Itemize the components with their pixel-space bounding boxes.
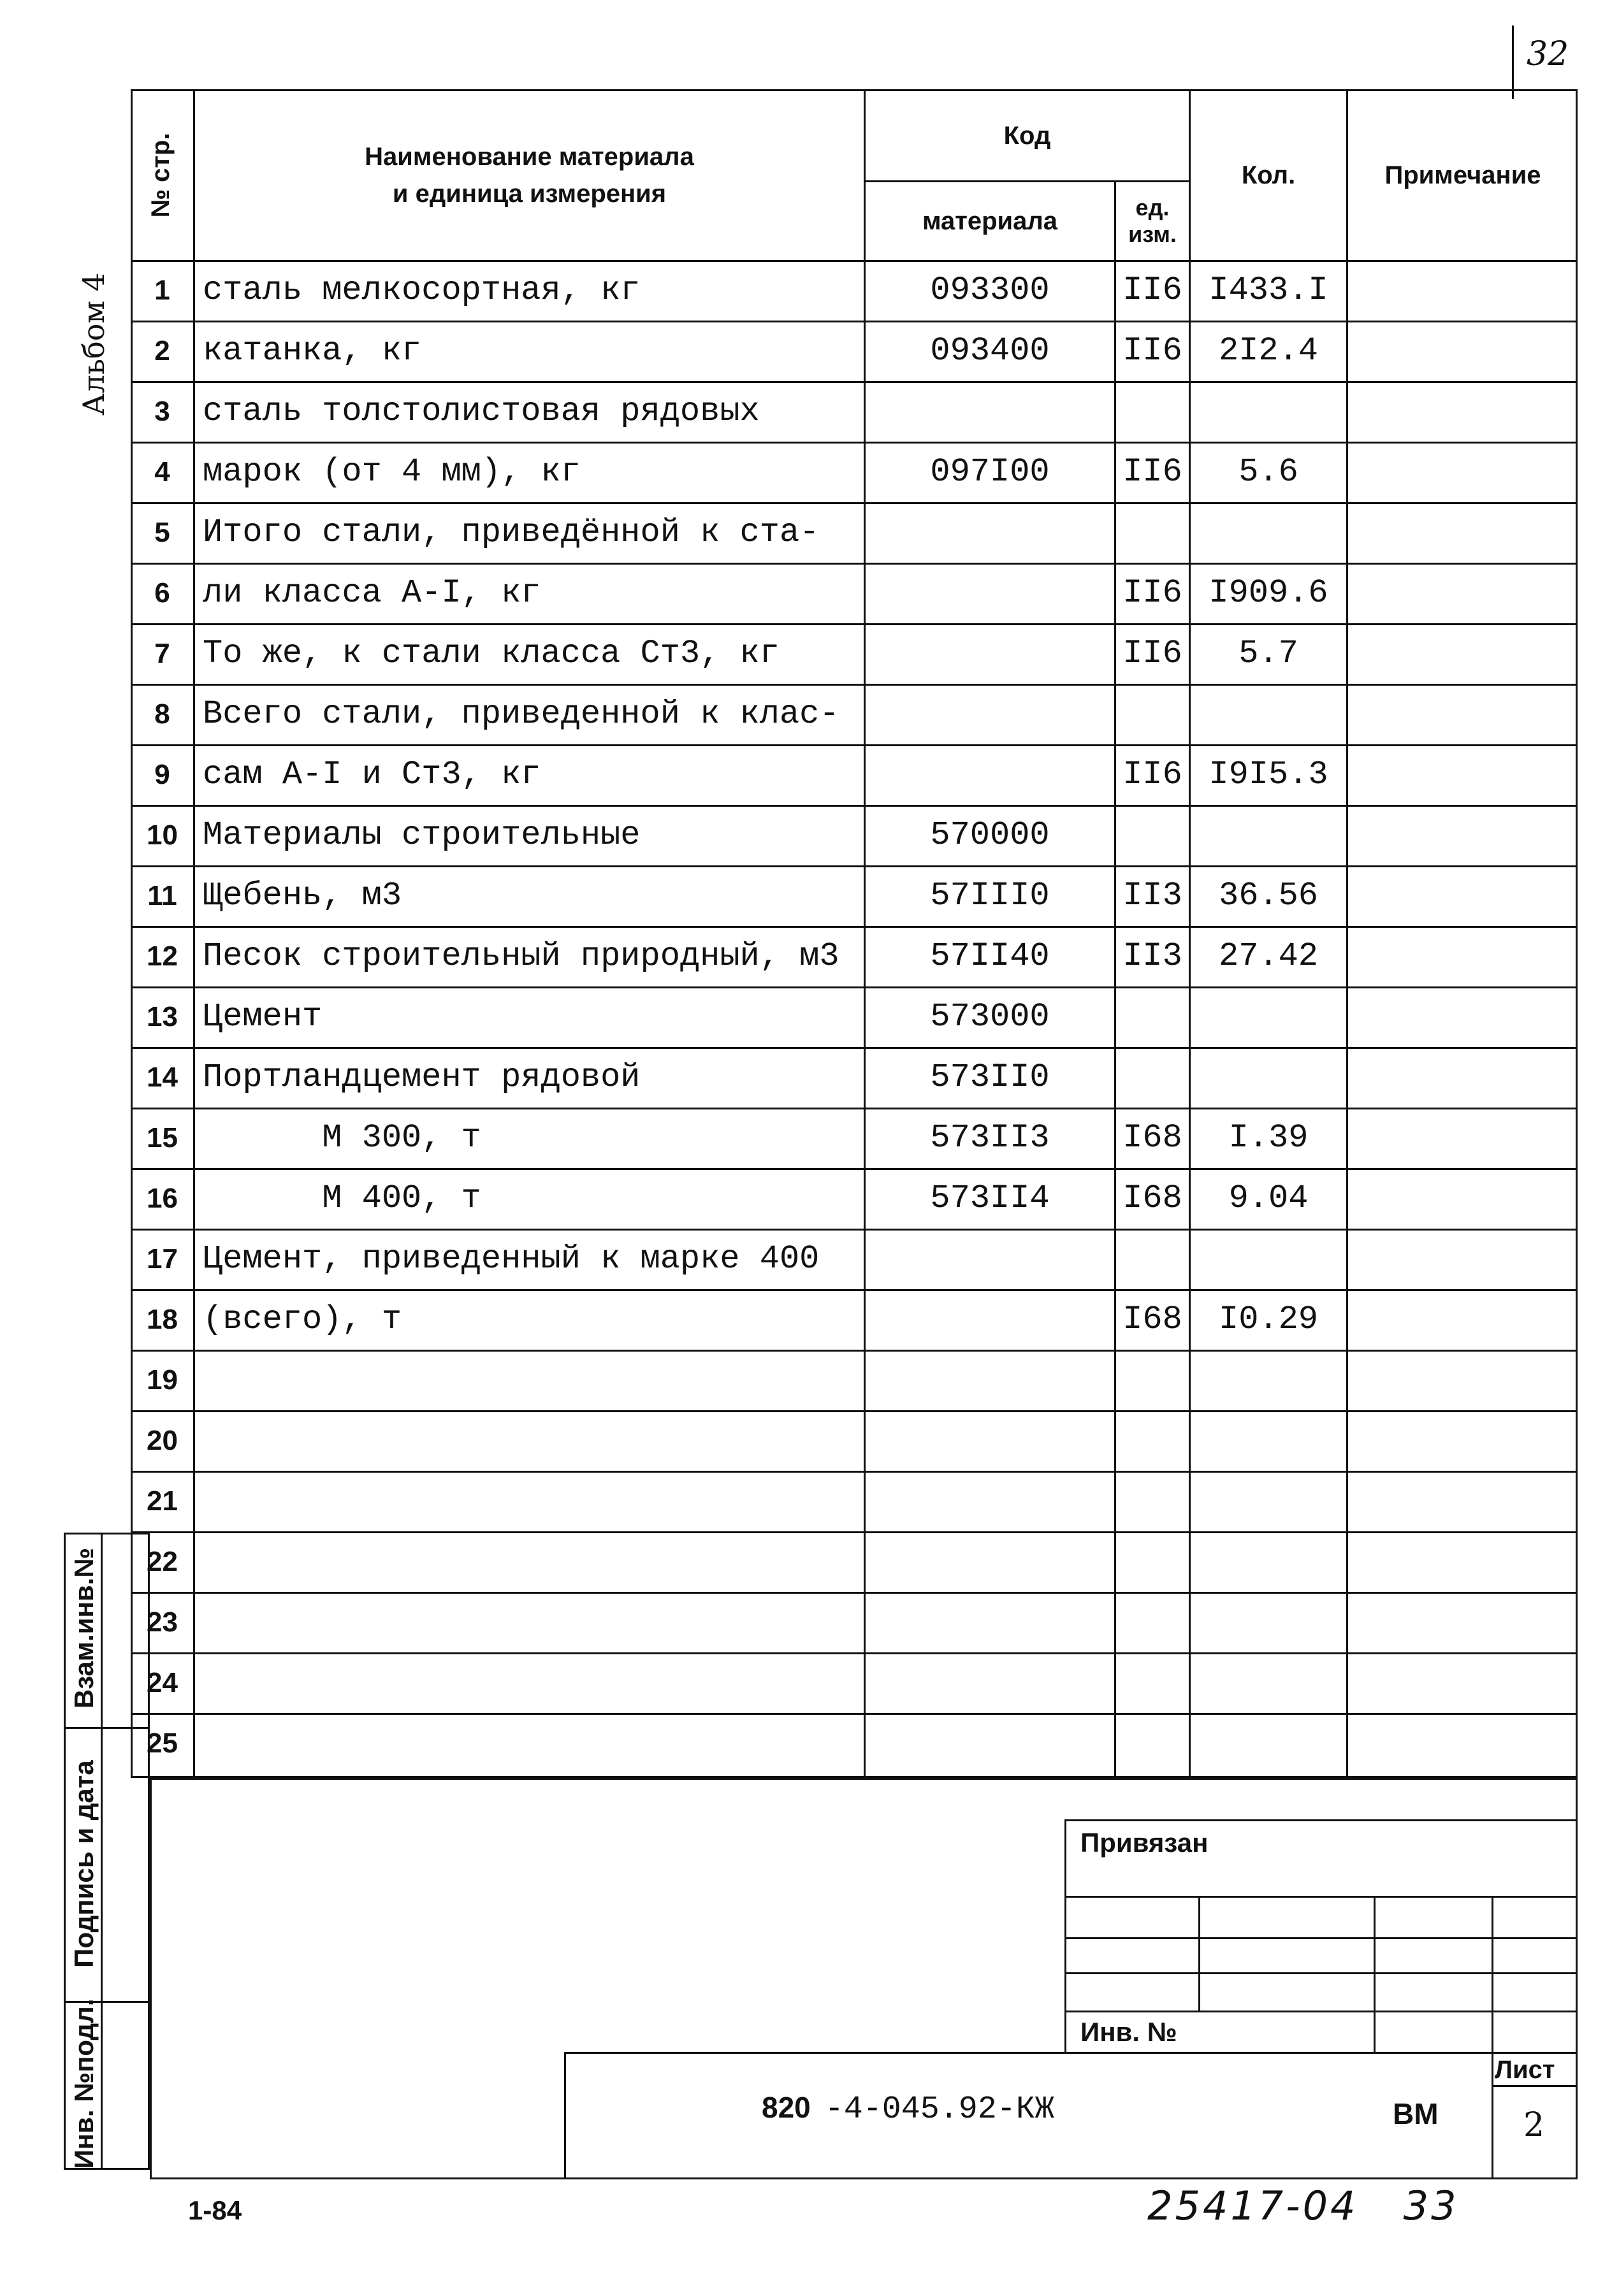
material-name: М 300, т [203,1119,481,1157]
unit-code [1116,381,1189,442]
material-code [866,381,1114,442]
quantity: 27.42 [1218,937,1319,975]
row-number: 15 [147,1122,178,1153]
material-name: сталь толстолистовая рядовых [203,393,760,430]
unit-code [1116,1713,1189,1773]
doc-code [762,2090,1054,2128]
row-number: 17 [147,1243,178,1274]
unit-code: I68 [1122,1180,1182,1217]
unit-code: II6 [1122,271,1182,309]
unit-code [1116,684,1189,744]
material-code: 570000 [930,816,1050,854]
quantity [1191,1229,1346,1289]
header-code: Код [1003,121,1051,150]
quantity [1191,1350,1346,1410]
note-cell [1348,1350,1578,1410]
material-name: Песок строительный природный, м3 [203,937,839,975]
unit-code [1116,1410,1189,1471]
row-number: 18 [147,1303,178,1335]
row-number: 23 [147,1606,178,1638]
unit-code [1116,1592,1189,1652]
header-name: Наименование материала и единица измерения [365,143,694,208]
privyazan-grid-col-3 [1492,1896,1493,2179]
material-code [866,1652,1114,1713]
unit-code [1116,1229,1189,1289]
material-code [866,1471,1114,1531]
doc-code-left-line [564,2052,566,2179]
note-cell [1348,684,1578,744]
col-line-1 [193,89,195,1778]
side-stamp-vzam: Взам.инв.№ [69,1547,99,1709]
row-number: 2 [154,335,170,366]
header-quantity: Кол. [1241,161,1296,189]
row-number: 9 [154,758,170,790]
row-number: 16 [147,1182,178,1214]
note-cell [1348,1229,1578,1289]
quantity: 5.7 [1238,635,1298,672]
unit-code: II6 [1122,574,1182,612]
row-number: 11 [147,879,177,911]
material-name: Цемент, приведенный к марке 400 [203,1240,820,1278]
note-cell [1348,1289,1578,1350]
material-code [866,1410,1114,1471]
unit-code [1116,1471,1189,1531]
note-cell [1348,1108,1578,1168]
material-code: 573II0 [930,1058,1050,1096]
material-code [866,684,1114,744]
sheet-number: 2 [1523,2106,1545,2144]
row-number: 13 [147,1000,178,1032]
privyazan-grid-col-1 [1198,1896,1200,2011]
material-code [866,1289,1114,1350]
privyazan-grid-line-4 [1064,2011,1578,2012]
note-cell [1348,1471,1578,1531]
unit-code [1116,1531,1189,1592]
material-code: 573II3 [930,1119,1050,1157]
material-name: катанка, кг [203,332,422,370]
material-code [866,563,1114,623]
doc-code-prefix: 820 [762,2091,811,2124]
unit-code: II6 [1122,453,1182,491]
unit-code [1116,502,1189,563]
privyazan-label: Привязан [1080,1828,1209,1858]
note-cell [1348,260,1578,321]
material-name [203,1410,864,1471]
page-number: 32 [1527,35,1569,73]
row-number: 14 [147,1061,178,1093]
material-name [203,1471,864,1531]
note-cell [1348,1713,1578,1773]
row-number: 3 [154,395,170,427]
quantity [1191,1713,1346,1773]
unit-code: II6 [1122,635,1182,672]
page-number-divider [1512,25,1514,99]
material-name: Материалы строительные [203,816,641,854]
unit-code: II3 [1122,937,1182,975]
row-number: 21 [147,1485,178,1517]
quantity [1191,1047,1346,1108]
privyazan-grid-line-1 [1064,1896,1578,1898]
row-number: 20 [147,1424,178,1456]
material-name [203,1592,864,1652]
side-stamp-inner-line [101,1533,103,2170]
header-code-material: материала [922,206,1058,235]
quantity [1191,1471,1346,1531]
doc-code-top-line [564,2052,1578,2054]
material-name [203,1350,864,1410]
note-cell [1348,502,1578,563]
material-name: М 400, т [203,1180,481,1217]
privyazan-top-line [1064,1819,1578,1821]
material-code [866,502,1114,563]
material-code: 573II4 [930,1180,1050,1217]
quantity [1191,805,1346,865]
material-name: То же, к стали класса Ст3, кг [203,635,780,672]
row-number: 12 [147,940,178,972]
note-cell [1348,865,1578,926]
note-cell [1348,986,1578,1047]
side-stamp-inv-podl: Инв. №подл. [69,1998,99,2169]
quantity: I909.6 [1209,574,1328,612]
quantity: I.39 [1228,1119,1309,1157]
quantity [1191,684,1346,744]
material-code: 093400 [930,332,1050,370]
note-cell [1348,805,1578,865]
row-number: 19 [147,1364,178,1396]
material-name: ли класса А-I, кг [203,574,541,612]
doc-section: ВМ [1393,2097,1439,2130]
quantity: 5.6 [1238,453,1298,491]
unit-code: I68 [1122,1119,1182,1157]
material-code: 57II40 [930,937,1050,975]
material-code [866,1713,1114,1773]
note-cell [1348,1410,1578,1471]
material-name [203,1531,864,1592]
unit-code [1116,1350,1189,1410]
note-cell [1348,1592,1578,1652]
note-cell [1348,926,1578,986]
unit-code [1116,805,1189,865]
quantity: 9.04 [1228,1180,1309,1217]
inv-no-label: Инв. № [1080,2017,1177,2047]
material-code: 573000 [930,998,1050,1036]
note-cell [1348,744,1578,805]
material-name: (всего), т [203,1301,402,1338]
material-code [866,1531,1114,1592]
material-name: марок (от 4 мм), кг [203,453,581,491]
quantity: I0.29 [1218,1301,1319,1338]
quantity: I433.I [1209,271,1328,309]
row-number: 10 [147,819,178,851]
material-name: Щебень, м3 [203,877,402,914]
note-cell [1348,1047,1578,1108]
header-code-unit: ед. изм. [1128,194,1177,247]
quantity [1191,986,1346,1047]
note-cell [1348,1168,1578,1229]
material-code [866,1350,1114,1410]
quantity [1191,1410,1346,1471]
quantity: I9I5.3 [1209,756,1328,793]
quantity [1191,502,1346,563]
material-code: 57III0 [930,877,1050,914]
privyazan-grid-col-2 [1374,1896,1376,2052]
side-label-album: Альбом 4 [76,272,111,416]
material-name: Всего стали, приведенной к клас- [203,695,839,733]
side-stamp-podpis: Подпись и дата [69,1760,99,1968]
material-name [203,1652,864,1713]
unit-code: I68 [1122,1301,1182,1338]
header-row-number: № стр. [147,133,175,218]
material-code [866,623,1114,684]
quantity [1191,381,1346,442]
unit-code [1116,1652,1189,1713]
material-name: Портландцемент рядовой [203,1058,641,1096]
material-name: сам А-I и Ст3, кг [203,756,541,793]
side-stamp-line-1 [64,1727,150,1729]
row-number: 1 [154,274,170,306]
unit-code: II6 [1122,756,1182,793]
row-number: 7 [154,637,170,669]
note-cell [1348,442,1578,502]
doc-code-value: -4-045.92-КЖ [824,2091,1054,2128]
row-number: 24 [147,1666,178,1698]
footer-left-code: 1-84 [188,2195,242,2225]
note-cell [1348,623,1578,684]
material-code: 097I00 [930,453,1050,491]
sheet-label: Лист [1495,2056,1555,2084]
unit-code: II3 [1122,877,1182,914]
note-cell [1348,563,1578,623]
privyazan-grid-line-2 [1064,1937,1578,1939]
row-number: 4 [154,456,170,487]
unit-code: II6 [1122,332,1182,370]
unit-code [1116,986,1189,1047]
note-cell [1348,1531,1578,1592]
note-cell [1348,381,1578,442]
row-number: 22 [147,1545,178,1577]
row-number: 5 [154,516,170,548]
material-code [866,1592,1114,1652]
material-name: Итого стали, приведённой к ста- [203,514,820,551]
material-name: Цемент [203,998,323,1036]
sheet-label-line [1492,2085,1578,2087]
row-number: 25 [147,1727,178,1759]
material-name [203,1713,864,1773]
material-code: 093300 [930,271,1050,309]
privyazan-grid-line-3 [1064,1972,1578,1974]
note-cell [1348,321,1578,381]
quantity [1191,1652,1346,1713]
footer-right-handwritten: 25417-04 33 [1147,2183,1459,2229]
unit-code [1116,1047,1189,1108]
quantity: 36.56 [1218,877,1319,914]
material-name: сталь мелкосортная, кг [203,271,641,309]
header-note: Примечание [1384,161,1541,189]
material-code [866,744,1114,805]
quantity [1191,1531,1346,1592]
row-number: 8 [154,698,170,730]
quantity: 2I2.4 [1218,332,1319,370]
row-number: 6 [154,577,170,609]
note-cell [1348,1652,1578,1713]
privyazan-left-line [1064,1819,1066,2052]
material-code [866,1229,1114,1289]
quantity [1191,1592,1346,1652]
